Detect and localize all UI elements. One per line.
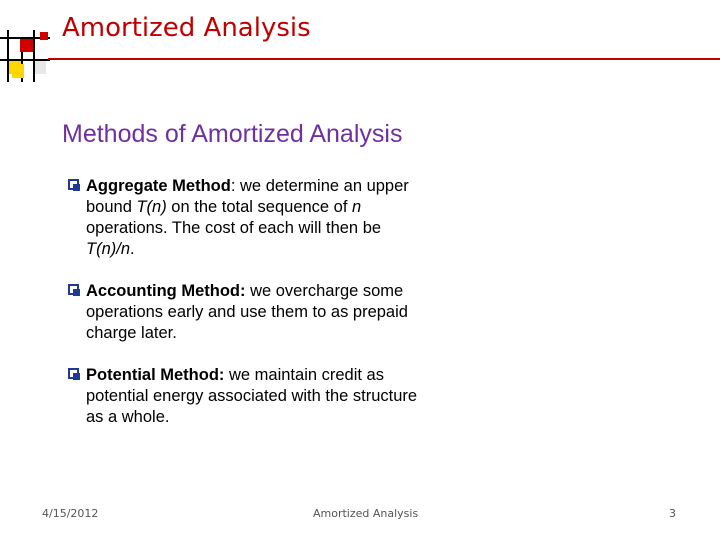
bullet-text: we maintain credit as potential energy associated with the structure as a whole.	[86, 366, 418, 426]
bullet-square-icon	[68, 368, 79, 379]
math-var: n	[352, 198, 362, 216]
accent-square-yellow	[12, 64, 24, 78]
slide-subtitle: Methods of Amortized Analysis	[62, 120, 403, 148]
bullet-term: Aggregate Method	[86, 177, 231, 195]
page-number: 3	[669, 507, 676, 520]
bullet-aggregate	[68, 176, 428, 260]
accent-square-red	[40, 32, 48, 40]
footer-date: 4/15/2012	[42, 507, 99, 520]
bullet-text: on the total sequence of	[166, 198, 353, 216]
bullet-list	[68, 176, 428, 449]
bullet-text: operations. The cost of each will then be	[86, 219, 382, 237]
bullet-term: Potential Method:	[86, 366, 225, 384]
bullet-accounting	[68, 281, 428, 344]
bullet-square-icon	[68, 179, 79, 190]
title-underline	[48, 58, 720, 60]
bullet-text: we overcharge some operations early and use them to as prepaid charge later.	[86, 282, 408, 342]
bullet-text: : we determine an upper bound	[86, 177, 409, 216]
slide-title: Amortized Analysis	[62, 13, 311, 43]
math-var: T(n)/n	[86, 240, 131, 258]
footer-title: Amortized Analysis	[313, 507, 419, 520]
bullet-text: .	[130, 240, 135, 258]
bullet-term: Accounting Method:	[86, 282, 246, 300]
bullet-square-icon	[68, 284, 79, 295]
bullet-potential	[68, 365, 428, 428]
math-var: T(n)	[136, 198, 167, 216]
